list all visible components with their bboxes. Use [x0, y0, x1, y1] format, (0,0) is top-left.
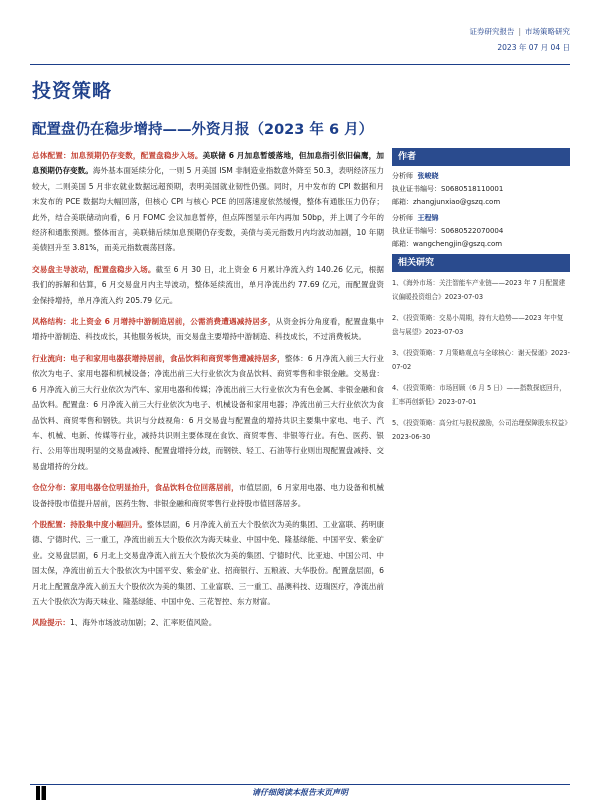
report-date: 2023 年 07 月 04 日 — [497, 43, 570, 52]
analyst-name: 张峻晓 — [417, 172, 439, 180]
section-text: 截至 6 月 30 日，北上资金 6 月累计净流入约 140.26 亿元，根据我们的拆解和估算，6 月交易盘月内主导波动，整体延续流出，单月净流出约 77.69 亿元，而配置盘资金保持增持，单月净流入约 205.79 亿元。 — [32, 264, 384, 305]
related-research-item[interactable]: 1、《海外市场：关注智能车产业链——2023 年 7 月配置建议偏暖投资组合》2023-07-03 — [392, 279, 566, 301]
authors-heading: 作者 — [392, 148, 570, 166]
section-text: 海外基本面延续分化，一则 5 月美国 ISM 非制造业指数意外降至 50.3，表明经济压力较大，二则美国 5 月非农就业数据远超预期，表明美国就业韧性仍强。同时，月中发布的 CPI 数据和月末发布的 PCE 数据均大幅回落，但核心 CPI 与核心 PCE 的回落速度依然缓慢，整体有通胀压力仍存；此外，结合美联储动向看，6 月 FOMC 会议加息暂停，但点阵图显示年内再加 50bp，并上调了今年的经济和通胀预测。整体而言，美联储后续加息预期仍存变数，美债与美元指数月内均波动加剧，10 年期美债回升至 3.81%，而美元指数震荡回落。 — [32, 166, 385, 253]
related-research-item[interactable]: 5、《投资策略：高分红与股权激励，公司治理保障股东权益》2023-06-30 — [392, 419, 568, 441]
section-emphasis: 美联储 6 月加息暂缓落地，但加息指引依旧偏鹰，加息预期仍存变数。 — [32, 151, 385, 176]
analyst-email[interactable]: wangchengjin@gszq.com — [413, 240, 503, 248]
section-lead: 个股配置：持股集中度小幅回升。 — [32, 519, 147, 529]
license-label: 执业证书编号： — [392, 185, 441, 193]
report-title: 配置盘仍在稳步增持——外资月报（2023 年 6 月） — [32, 122, 374, 138]
analyst-email[interactable]: zhangjunxiao@gszq.com — [413, 198, 501, 206]
related-research-item[interactable]: 3、《投资策略：7 月策略观点与全球核心：谢天保谨》2023-07-02 — [392, 349, 571, 371]
email-label: 邮箱： — [392, 240, 413, 248]
email-label: 邮箱： — [392, 198, 413, 206]
license-label: 执业证书编号： — [392, 227, 441, 235]
section-text: 1、海外市场波动加剧；2、汇率贬值风险。 — [69, 618, 217, 628]
analyst-role: 分析师 — [392, 172, 413, 180]
header-label-strategy: 市场策略研究 — [525, 27, 570, 36]
section-lead: 仓位分布：家用电器仓位明显抬升，食品饮料仓位回落居前， — [32, 483, 239, 493]
main-body — [32, 148, 384, 637]
section-overall-allocation — [32, 148, 384, 256]
analyst-card — [392, 170, 570, 209]
footer-disclaimer: 请仔细阅读本报告末页声明 — [30, 784, 570, 798]
section-lead: 风险提示： — [32, 618, 70, 628]
license-number: S0680522070004 — [441, 227, 504, 235]
section-position-distribution — [32, 480, 384, 511]
section-risk-warning — [32, 615, 384, 630]
section-text: 整体层面，6 月净流入前五大个股依次为美的集团、工业富联、药明康德、宁德时代、三一重工，净流出前五大个股依次为海天味业、中国中免、隆基绿能、中国平安、紫金矿业。交易盘层面，6 月北上交易盘净流入前五大个股依次为美的集团、宁德时代、比亚迪、中国公司、中国太保，净流出前五大个股依次为中国平安、紫金矿业、招商银行、五粮液、大华股份。配置盘层面，6 月北上配置盘净流入前五大个股依次为美的集团、工业富联、三一重工、晶澳科技、迈瑞医疗，净流出前五大个股依次为海天味业、隆基绿能、中国中免、三花智控、东方财富。 — [32, 519, 384, 606]
section-lead: 总体配置：加息预期仍存变数，配置盘稳步入场。 — [32, 151, 203, 160]
analyst-role: 分析师 — [392, 214, 413, 222]
analyst-card — [392, 212, 570, 251]
section-lead: 行业流向：电子和家用电器获增持居前，食品饮料和商贸零售遭减持居多， — [32, 353, 285, 363]
report-type: 投资策略 — [32, 80, 113, 102]
report-header — [469, 24, 570, 56]
header-separator: | — [518, 27, 521, 36]
related-research-item[interactable]: 2、《投资策略：交易小周期，持有大趋势——2023 年中复盘与展望》2023-07-03 — [392, 314, 564, 336]
section-stock-allocation — [32, 517, 384, 609]
section-text: 市值层面，6 月家用电器、电力设备和机械设备持股市值提升居前，医药生物、非银金融和商贸零售行业持股市值回落居多。 — [32, 483, 385, 508]
related-research-heading: 相关研究 — [392, 254, 570, 272]
analyst-name: 王程锦 — [417, 214, 439, 222]
section-lead: 风格结构：北上资金 6 月增持中游制造居前，公需消费遭遇减持居多， — [32, 317, 276, 327]
section-trading-flow — [32, 262, 384, 308]
section-industry-flow — [32, 351, 384, 474]
section-lead: 交易盘主导波动，配置盘稳步入场。 — [32, 264, 156, 274]
related-research-item[interactable]: 4、《投资策略：市场回顾（6 月 5 日）——指数探底回升，汇率再创新低》2023-07-01 — [392, 384, 566, 406]
header-divider — [30, 64, 570, 65]
section-style-structure — [32, 314, 384, 345]
section-text: 整体：6 月净流入前三大行业依次为电子、家用电器和机械设备；净流出前三大行业依次为食品饮料、商贸零售和非银金融。交易盘：6 月净流入前三大行业依次为汽车、家用电器和传媒；净流出前三大行业依次为有色金属、非银金融和食品饮料。配置盘：6 月净流入前三大行业依次为电子、机械设备和家用电器；净流出前三大行业依次为食品饮料、商贸零售和钢铁。共识与分歧视角：6 月交易盘与配置盘的增持共识主要集中家电、电子、汽车、机械、电新、传媒等行业，减持共识则主要体现在食饮、商贸零售、非银等行业。有色、医药、银行、公用等出现明显的交易盘减持、配置盘增持分歧，而钢铁、轻工、石油等行业则出现配置盘减持、交易盘增持的分歧。 — [32, 353, 384, 471]
license-number: S0680518110001 — [441, 185, 504, 193]
header-label-research: 证券研究报告 — [469, 27, 515, 36]
sidebar — [392, 148, 570, 451]
section-text: 从资金拆分角度看，配置盘集中增持中游制造、科技成长，其他服务板块，而交易盘主要增持中游制造、科技成长，不过消费板块。 — [32, 317, 384, 342]
